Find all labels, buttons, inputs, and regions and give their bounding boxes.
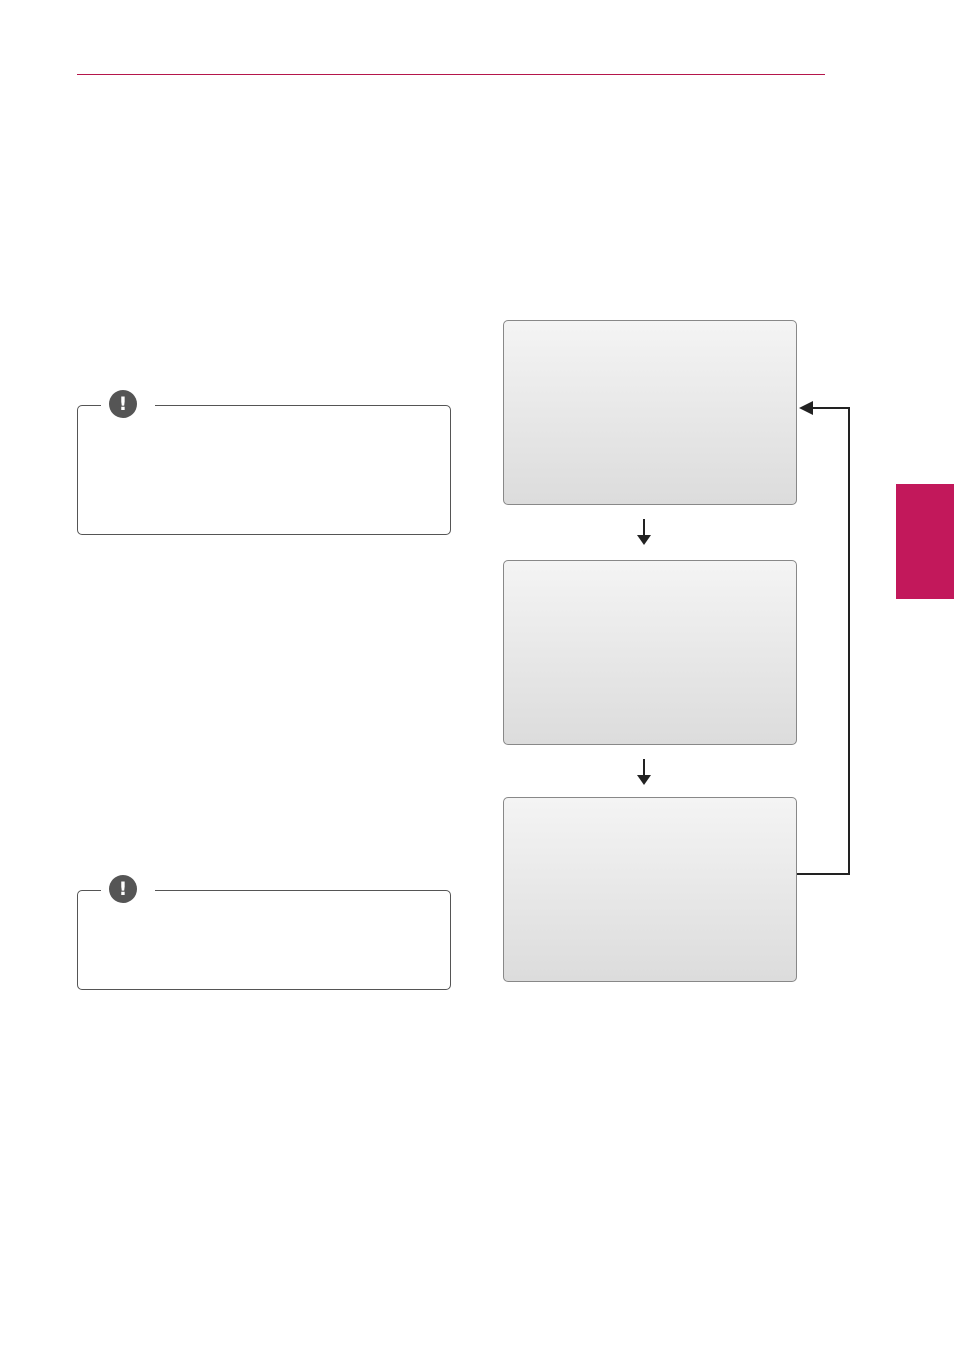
viewing-note-label [101, 875, 155, 903]
down-arrow-1 [643, 519, 645, 543]
screen-list-view [503, 797, 797, 982]
flow-line-vertical [848, 407, 850, 875]
left-arrow-head [799, 401, 813, 415]
header-rule [77, 74, 825, 75]
chapter-tab [896, 484, 954, 599]
repeat-note-label [101, 390, 155, 418]
viewing-note-box [77, 878, 451, 990]
screen-strip-view [503, 560, 797, 745]
exclamation-icon: ! [109, 390, 137, 418]
flow-line-bottom [797, 873, 850, 875]
repeat-note-box [77, 393, 451, 535]
screen-thumbnail-view [503, 320, 797, 505]
down-arrow-2 [643, 759, 645, 783]
exclamation-icon: ! [109, 875, 137, 903]
flow-line-top [812, 407, 850, 409]
